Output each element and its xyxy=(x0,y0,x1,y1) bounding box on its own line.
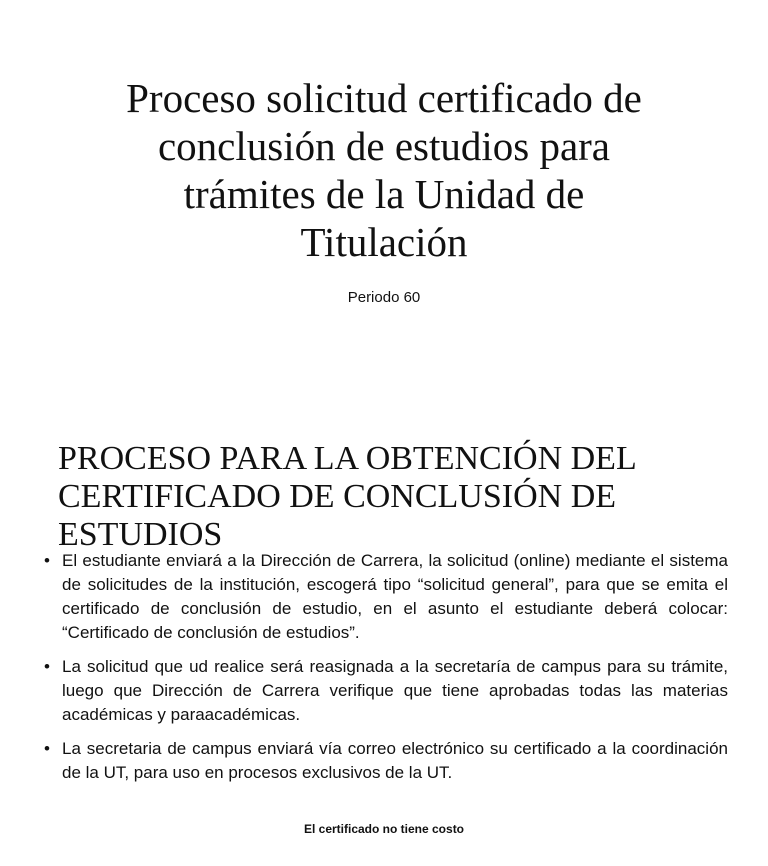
process-step-text: El estudiante enviará a la Dirección de Carrera, la solicitud (online) mediante el sistema de solicitudes de la institución, escogerá tipo “solicitud general”, para que se emita el certificado de conclusión de estudio, en el asunto el estudiante deberá colocar: “Certificado de conclusión de estudios”. xyxy=(62,551,728,642)
title-line: trámites de la Unidad de xyxy=(183,171,585,217)
section-heading-line: ESTUDIOS xyxy=(58,516,223,553)
title-line: Titulación xyxy=(300,219,468,265)
title-line: conclusión de estudios para xyxy=(157,123,611,169)
section-heading-line: CERTIFICADO DE CONCLUSIÓN DE xyxy=(58,478,617,515)
document-title xyxy=(0,74,768,266)
process-step xyxy=(44,655,728,727)
process-step-text: La secretaria de campus enviará vía correo electrónico su certificado a la coordinación de la UT, para uso en procesos exclusivos de la UT. xyxy=(62,739,728,782)
process-step-text: La solicitud que ud realice será reasignada a la secretaría de campus para su trámite, luego que Dirección de Carrera verifique que tiene aprobadas todas las materias académicas y paraacadémicas. xyxy=(62,657,728,724)
process-steps-list xyxy=(44,549,728,785)
section-heading xyxy=(58,440,758,554)
cost-footnote: El certificado no tiene costo xyxy=(303,822,465,836)
section-heading-line: PROCESO PARA LA OBTENCIÓN DEL xyxy=(58,440,637,477)
bullet-icon: • xyxy=(44,657,50,676)
bullet-icon: • xyxy=(44,739,50,758)
title-line: Proceso solicitud certificado de xyxy=(126,75,642,121)
bullet-icon: • xyxy=(44,551,50,570)
process-step xyxy=(44,737,728,785)
period-subtitle: Periodo 60 xyxy=(347,289,421,306)
process-step xyxy=(44,549,728,645)
